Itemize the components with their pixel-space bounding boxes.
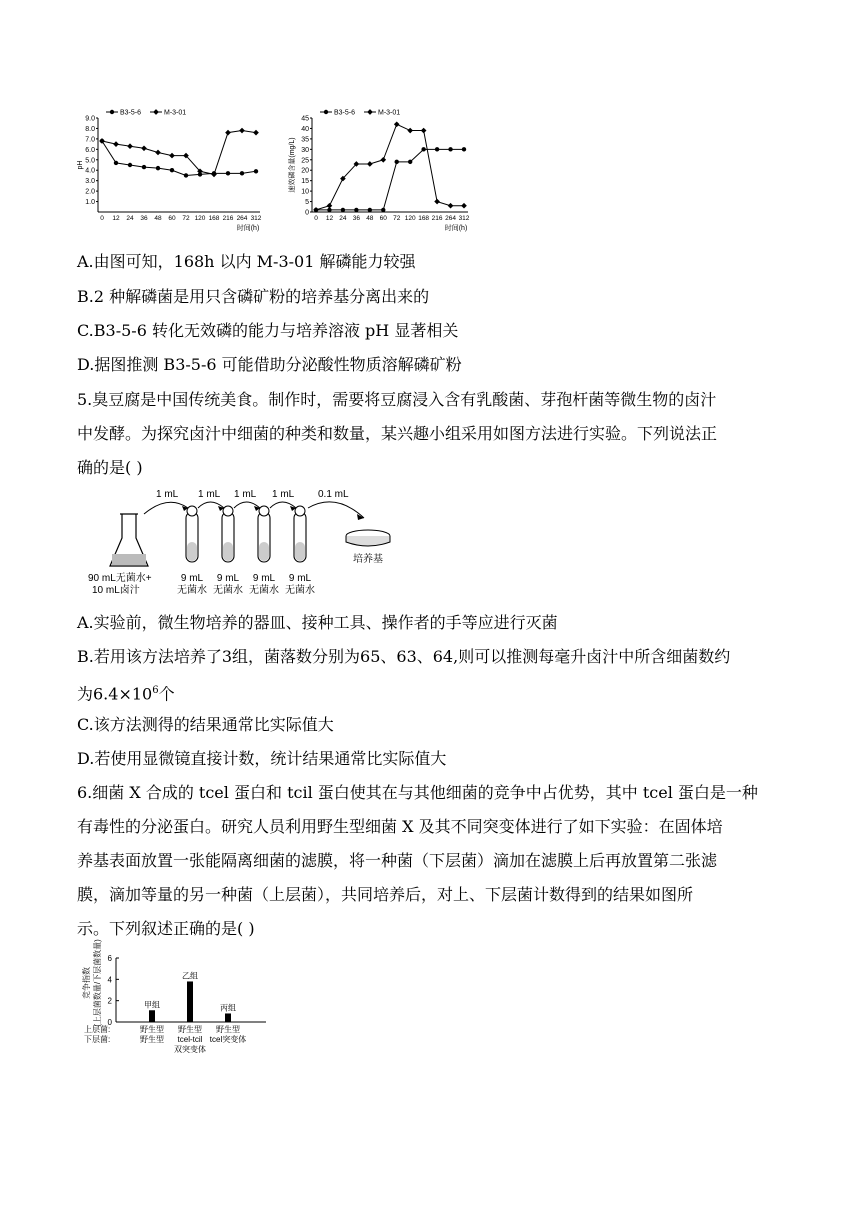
bar [187, 981, 193, 1022]
tube-content-label: 无菌水 [177, 585, 207, 596]
q4-option-a: A.由图可知，168h 以内 M-3-01 解磷能力较强 [77, 252, 416, 271]
y-axis-label: pH [77, 160, 84, 170]
x-tick-label: 24 [339, 215, 347, 222]
y-tick-label: 8.0 [85, 125, 95, 133]
x-tick-label: 0 [314, 215, 318, 222]
phosphorus-chart [287, 109, 470, 232]
data-point [448, 203, 454, 209]
legend-label: M-3-01 [164, 109, 187, 117]
transfer-label-4: 1 mL [272, 489, 295, 500]
transfer-label-3: 1 mL [234, 489, 257, 500]
bar [225, 1013, 231, 1022]
q5-stem-line2: 中发酵。为探究卤汁中细菌的种类和数量，某兴趣小组采用如图方法进行实验。下列说法正 [77, 424, 718, 443]
q5-option-b-pre: 为6.4×10 [77, 684, 153, 704]
data-point [141, 145, 147, 151]
q6-stem-line2: 有毒性的分泌蛋白。研究人员利用野生型细菌 X 及其不同突变体进行了如下实验：在固体培 [77, 817, 723, 836]
lower-strain-label: tcel-tcil [177, 1035, 203, 1044]
data-point [381, 208, 385, 212]
y-tick-label: 2.0 [85, 188, 95, 196]
transfer-label-1: 1 mL [156, 489, 179, 500]
y-tick-label: 30 [301, 146, 309, 154]
q4-option-d: D.据图推测 B3-5-6 可能借助分泌酸性物质溶解磷矿粉 [77, 355, 462, 374]
y-tick-label: 20 [301, 167, 309, 175]
x-axis-label: 时间(h) [444, 225, 468, 232]
q4-option-c: C.B3-5-6 转化无效磷的能力与培养溶液 pH 显著相关 [77, 321, 459, 340]
data-point [367, 161, 373, 167]
row-label-upper: 上层菌: [84, 1025, 111, 1034]
q5-option-d: D.若使用显微镜直接计数，统计结果通常比实际值大 [77, 749, 447, 768]
y-tick-label: 2 [107, 996, 112, 1006]
upper-strain-label: 野生型 [216, 1025, 240, 1034]
legend-label: B3-5-6 [334, 109, 356, 117]
series-line-B3-5-6 [102, 141, 256, 175]
y-tick-label: 3.0 [85, 178, 95, 186]
q5-stem-line1: 5.臭豆腐是中国传统美食。制作时，需要将豆腐浸入含有乳酸菌、芽孢杆菌等微生物的卤汁 [77, 390, 717, 409]
data-point [226, 171, 230, 175]
data-point [395, 160, 399, 164]
data-point [434, 199, 440, 205]
data-point [421, 147, 425, 151]
legend-marker [367, 109, 373, 115]
x-tick-label: 12 [112, 215, 120, 222]
q5-stem-line3: 确的是( ) [77, 458, 143, 477]
line-charts-figure [78, 106, 478, 236]
lower-strain-label-2: 双突变体 [174, 1045, 206, 1054]
tube-volume-label: 9 mL [252, 573, 276, 584]
data-point [327, 203, 333, 209]
legend-label: B3-5-6 [120, 109, 142, 117]
data-point [170, 168, 174, 172]
data-point [113, 141, 119, 147]
y-tick-label: 35 [301, 136, 309, 144]
data-point [225, 130, 231, 136]
x-axis-label: 时间(h) [236, 225, 260, 232]
lower-strain-label: tcel突变体 [209, 1035, 247, 1044]
test-tube-icon [258, 506, 270, 562]
y-tick-label: 25 [301, 157, 309, 165]
x-tick-label: 168 [208, 215, 220, 222]
tube-content-label: 无菌水 [285, 585, 315, 596]
y-tick-label: 45 [301, 115, 309, 123]
q6-stem-line1: 6.细菌 X 合成的 tcel 蛋白和 tcil 蛋白使其在与其他细菌的竞争中占优势，其中 tcel 蛋白是一种 [77, 783, 758, 802]
dilution-figure [78, 486, 398, 598]
q5-option-a: A.实验前，微生物培养的器皿、接种工具、操作者的手等应进行灭菌 [77, 613, 558, 632]
y-tick-label: 5 [305, 199, 309, 207]
x-tick-label: 48 [154, 215, 162, 222]
legend-marker [324, 110, 328, 114]
data-point [169, 153, 175, 159]
data-point [253, 130, 259, 136]
legend-label: M-3-01 [378, 109, 401, 117]
q6-stem-line4: 膜，滴加等量的另一种菌（上层菌），共同培养后，对上、下层菌计数得到的结果如图所 [77, 885, 694, 904]
bar-group-label: 丙组 [220, 1003, 236, 1013]
data-point [184, 173, 188, 177]
legend-marker [110, 110, 114, 114]
data-point [380, 157, 386, 163]
data-point [156, 166, 160, 170]
petri-dish-icon [346, 530, 390, 546]
data-point [461, 203, 467, 209]
x-tick-label: 72 [393, 215, 401, 222]
x-tick-label: 0 [100, 215, 104, 222]
data-point [99, 138, 105, 144]
test-tube-icon [222, 506, 234, 562]
series-line-B3-5-6 [316, 149, 464, 210]
q5-option-b-line2 [77, 681, 175, 704]
x-tick-label: 312 [250, 215, 262, 222]
upper-strain-label: 野生型 [140, 1025, 164, 1034]
y-tick-label: 4.0 [85, 167, 95, 175]
flask-label-1: 90 mL无菌水+ [88, 573, 152, 584]
flask-liquid [112, 554, 146, 565]
x-tick-label: 216 [222, 215, 234, 222]
data-point [435, 147, 439, 151]
y-tick-label: 40 [301, 125, 309, 133]
y-tick-label: 5.0 [85, 157, 95, 165]
q6-stem-line5: 示。下列叙述正确的是( ) [77, 919, 255, 938]
transfer-arrow-5 [308, 502, 364, 518]
y-axis-label: 速效磷含量(mg/L) [289, 137, 296, 193]
data-point [127, 143, 133, 149]
data-point [155, 150, 161, 156]
bar-ylabel-2: (上层菌数量/下层菌数量) [93, 939, 102, 1027]
bar-group-label: 乙组 [182, 971, 198, 981]
data-point [421, 128, 427, 134]
data-point [142, 165, 146, 169]
y-tick-label: 0 [107, 1018, 112, 1027]
upper-strain-label: 野生型 [178, 1025, 202, 1034]
legend-marker [153, 109, 159, 115]
plate-label: 培养基 [353, 554, 383, 565]
data-point [128, 163, 132, 167]
y-tick-label: 15 [301, 178, 309, 186]
q5-option-b-post: 个 [158, 684, 175, 704]
tube-content-label: 无菌水 [249, 585, 279, 596]
series-line-M-3-01 [316, 124, 464, 210]
y-tick-label: 6 [107, 954, 112, 963]
y-tick-label: 1.0 [85, 199, 95, 207]
q5-option-b-exp: 6 [152, 685, 159, 696]
data-point [114, 161, 118, 165]
x-tick-label: 72 [182, 215, 190, 222]
tube-volume-label: 9 mL [216, 573, 240, 584]
x-tick-label: 60 [379, 215, 387, 222]
row-label-lower: 下层菌: [84, 1035, 111, 1044]
x-tick-label: 36 [352, 215, 360, 222]
x-tick-label: 216 [431, 215, 443, 222]
data-point [341, 208, 345, 212]
x-tick-label: 120 [194, 215, 206, 222]
y-tick-label: 4 [107, 975, 112, 985]
tube-volume-label: 9 mL [180, 573, 204, 584]
y-tick-label: 0 [305, 209, 309, 217]
bar-group-label: 甲组 [144, 1000, 160, 1010]
data-point [407, 128, 413, 134]
q6-stem-line3: 养基表面放置一张能隔离细菌的滤膜，将一种菌（下层菌）滴加在滤膜上后再放置第二张滤 [77, 851, 718, 870]
bar [149, 1010, 155, 1022]
transfer-arrow-1 [144, 502, 188, 514]
q5-option-c: C.该方法测得的结果通常比实际值大 [77, 715, 334, 734]
x-tick-label: 48 [366, 215, 374, 222]
q4-option-b: B.2 种解磷菌是用只含磷矿粉的培养基分离出来的 [77, 287, 430, 306]
test-tube-icon [294, 506, 306, 562]
x-tick-label: 12 [325, 215, 334, 222]
data-point [462, 147, 466, 151]
data-point [239, 128, 245, 134]
x-tick-label: 120 [404, 215, 416, 222]
y-tick-label: 6.0 [85, 146, 95, 154]
series-line-M-3-01 [102, 131, 256, 175]
data-point [368, 208, 372, 212]
x-tick-label: 36 [140, 215, 148, 222]
bar-ylabel-1: 竞争指数 [82, 967, 91, 999]
data-point [254, 169, 258, 173]
x-tick-label: 168 [418, 215, 430, 222]
q5-option-b-line1: B.若用该方法培养了3组，菌落数分别为65、63、64,则可以推测每毫升卤汁中所含细菌数约 [77, 647, 731, 666]
tube-volume-label: 9 mL [288, 573, 312, 584]
data-point [354, 208, 358, 212]
transfer-label-2: 1 mL [198, 489, 221, 500]
x-tick-label: 312 [458, 215, 470, 222]
data-point [240, 171, 244, 175]
x-tick-label: 60 [168, 215, 176, 222]
competition-bar-chart [78, 939, 278, 1063]
x-tick-label: 24 [126, 215, 134, 222]
x-tick-label: 264 [236, 215, 248, 222]
tube-content-label: 无菌水 [213, 585, 243, 596]
lower-strain-label: 野生型 [140, 1035, 164, 1044]
y-tick-label: 7.0 [85, 136, 95, 144]
data-point [394, 121, 400, 127]
y-tick-label: 9.0 [85, 115, 95, 123]
flask-label-2: 10 mL卤汁 [92, 585, 140, 596]
transfer-label-5: 0.1 mL [318, 489, 349, 500]
y-tick-label: 10 [301, 188, 309, 196]
data-point [448, 147, 452, 151]
data-point [408, 160, 412, 164]
test-tube-icon [186, 506, 198, 562]
ph-chart [77, 109, 262, 232]
x-tick-label: 264 [445, 215, 456, 222]
